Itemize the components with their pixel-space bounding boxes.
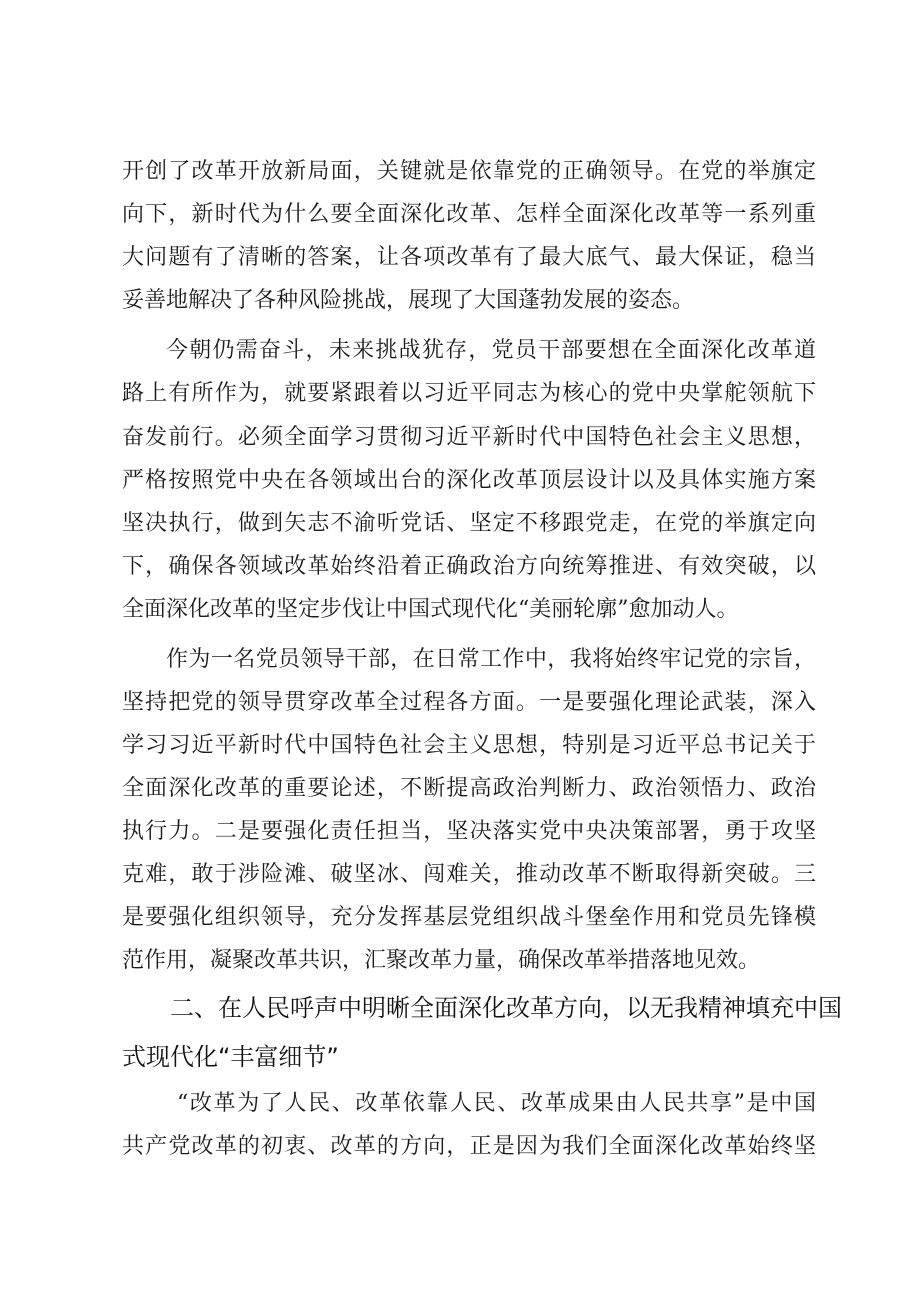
paragraph-1-line-1: 开创了改革开放新局面，关键就是依靠党的正确领导。在党的举旗定 <box>122 159 816 184</box>
paragraph-2-line-6: 下，确保各领域改革始终沿着正确政治方向统筹推进、有效突破，以 <box>122 554 816 579</box>
paragraph-2-line-7: 全面深化改革的坚定步伐让中国式现代化“美丽轮廓”愈加动人。 <box>122 597 739 622</box>
section-heading-line-2: 式现代化“丰富细节” <box>122 1043 339 1071</box>
paragraph-3-line-2: 坚持把党的领导贯穿改革全过程各方面。一是要强化理论武装，深入 <box>122 690 816 715</box>
paragraph-4-line-2: 共产党改革的初衷、改革的方向，正是因为我们全面深化改革始终坚 <box>122 1134 816 1159</box>
paragraph-2-line-4: 严格按照党中央在各领域出台的深化改革顶层设计以及具体实施方案 <box>122 468 816 493</box>
paragraph-3-line-7: 是要强化组织领导，充分发挥基层党组织战斗堡垒作用和党员先锋模 <box>122 905 816 930</box>
paragraph-1-line-2: 向下，新时代为什么要全面深化改革、怎样全面深化改革等一系列重 <box>122 202 816 227</box>
section-heading-line-1: 二、在人民呼声中明晰全面深化改革方向，以无我精神填充中国 <box>170 994 842 1022</box>
paragraph-2-line-1: 今朝仍需奋斗，未来挑战犹存，党员干部要想在全面深化改革道 <box>166 338 816 363</box>
paragraph-3-line-4: 全面深化改革的重要论述，不断提高政治判断力、政治领悟力、政治 <box>122 776 816 801</box>
paragraph-1-line-3: 大问题有了清晰的答案，让各项改革有了最大底气、最大保证，稳当 <box>122 245 816 270</box>
paragraph-1-line-4: 妥善地解决了各种风险挑战，展现了大国蓬勃发展的姿态。 <box>122 288 695 313</box>
paragraph-3-line-3: 学习习近平新时代中国特色社会主义思想，特别是习近平总书记关于 <box>122 733 816 758</box>
paragraph-3-line-5: 执行力。二是要强化责任担当，坚决落实党中央决策部署，勇于攻坚 <box>122 819 816 844</box>
paragraph-3-line-8: 范作用，凝聚改革共识，汇聚改革力量，确保改革举措落地见效。 <box>122 948 761 973</box>
paragraph-2-line-3: 奋发前行。必须全面学习贯彻习近平新时代中国特色社会主义思想， <box>122 425 816 450</box>
paragraph-4-line-1: “改革为了人民、改革依靠人民、改革成果由人民共享”是中国 <box>177 1091 816 1116</box>
paragraph-3-line-1: 作为一名党员领导干部，在日常工作中，我将始终牢记党的宗旨， <box>166 647 816 672</box>
paragraph-2-line-5: 坚决执行，做到矢志不渝听党话、坚定不移跟党走，在党的举旗定向 <box>122 511 816 536</box>
paragraph-2-line-2: 路上有所作为，就要紧跟着以习近平同志为核心的党中央掌舵领航下 <box>122 381 816 406</box>
paragraph-3-line-6: 克难，敢于涉险滩、破坚冰、闯难关，推动改革不断取得新突破。三 <box>122 862 816 887</box>
